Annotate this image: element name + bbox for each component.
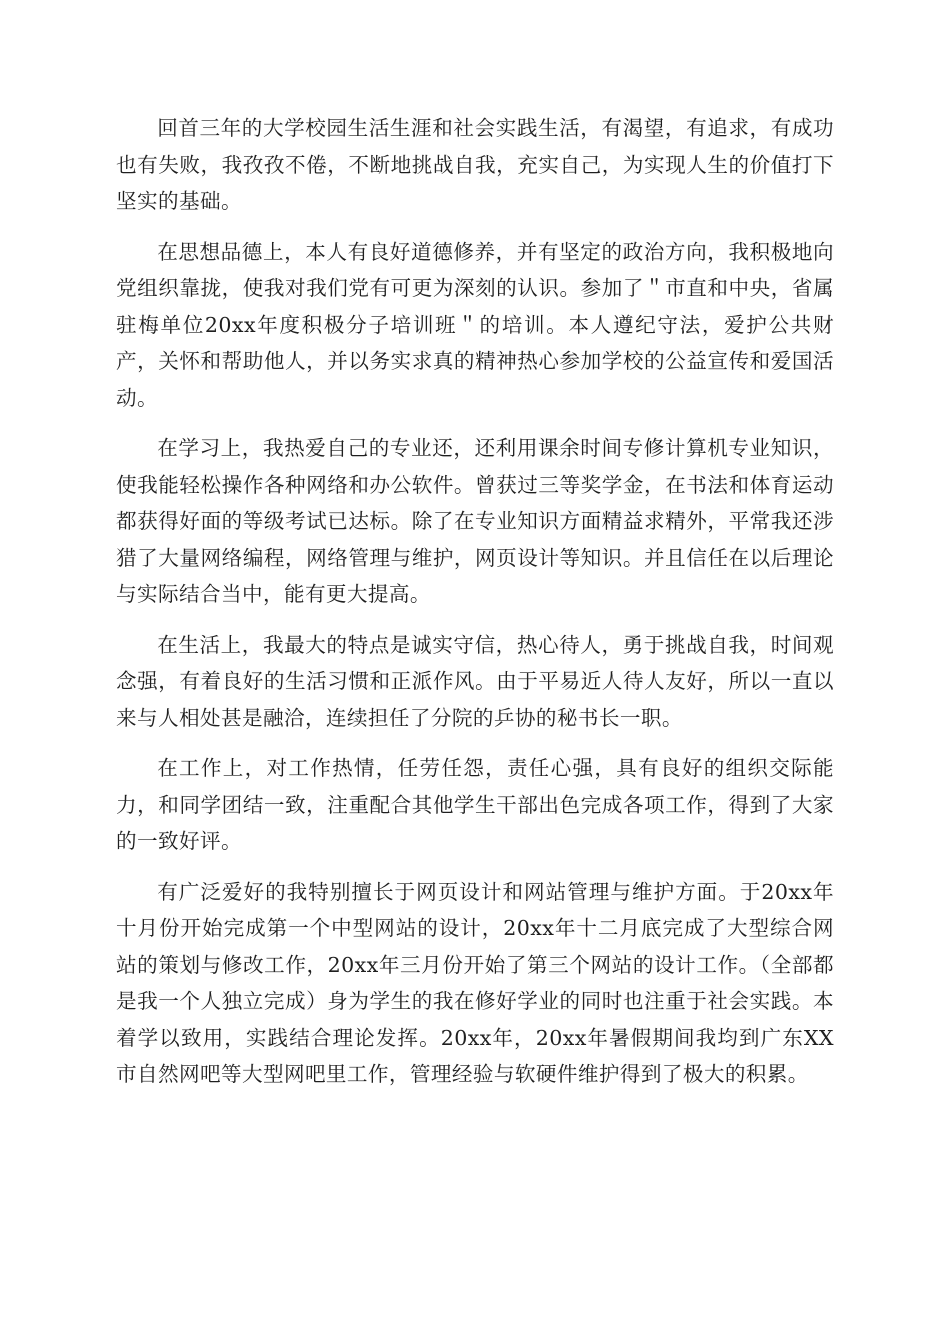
paragraph-life: 在生活上，我最大的特点是诚实守信，热心待人，勇于挑战自我，时间观念强，有着良好的生活习惯和正派作风。由于平易近人待人友好，所以一直以来与人相处甚是融洽，连续担任了分院的乒协的秘书长一职。 [116, 632, 834, 730]
paragraph-intro: 回首三年的大学校园生活生涯和社会实践生活，有渴望，有追求，有成功也有失败，我孜孜不倦，不断地挑战自我，充实自己，为实现人生的价值打下坚实的基础。 [116, 116, 834, 213]
paragraph-study: 在学习上，我热爱自己的专业还，还利用课余时间专修计算机专业知识，使我能轻松操作各种网络和办公软件。曾获过三等奖学金，在书法和体育运动都获得好面的等级考试已达标。除了在专业知识方面精益求精外，平常我还涉猎了大量网络编程，网络管理与维护，网页设计等知识。并且信任在以后理论与实际结合当中，能有更大提高。 [116, 436, 834, 606]
paragraph-ideology: 在思想品德上，本人有良好道德修养，并有坚定的政治方向，我积极地向党组织靠拢，使我对我们党有可更为深刻的认识。参加了＂市直和中央，省属驻梅单位20xx年度积极分子培训班＂的培训。本人遵纪守法，爱护公共财产，关怀和帮助他人，并以务实求真的精神热心参加学校的公益宣传和爱国活动。 [116, 239, 834, 410]
document-body [116, 110, 834, 1107]
paragraph-hobbies: 有广泛爱好的我特别擅长于网页设计和网站管理与维护方面。于20xx年十月份开始完成第一个中型网站的设计，20xx年十二月底完成了大型综合网站的策划与修改工作，20xx年三月份开始了第三个网站的设计工作。（全部都是我一个人独立完成）身为学生的我在修好学业的同时也注重于社会实践。本着学以致用，实践结合理论发挥。20xx年，20xx年暑假期间我均到广东XX市自然网吧等大型网吧里工作，管理经验与软硬件维护得到了极大的积累。 [116, 879, 834, 1086]
paragraph-work: 在工作上，对工作热情，任劳任怨，责任心强，具有良好的组织交际能力，和同学团结一致，注重配合其他学生干部出色完成各项工作，得到了大家的一致好评。 [116, 756, 834, 853]
